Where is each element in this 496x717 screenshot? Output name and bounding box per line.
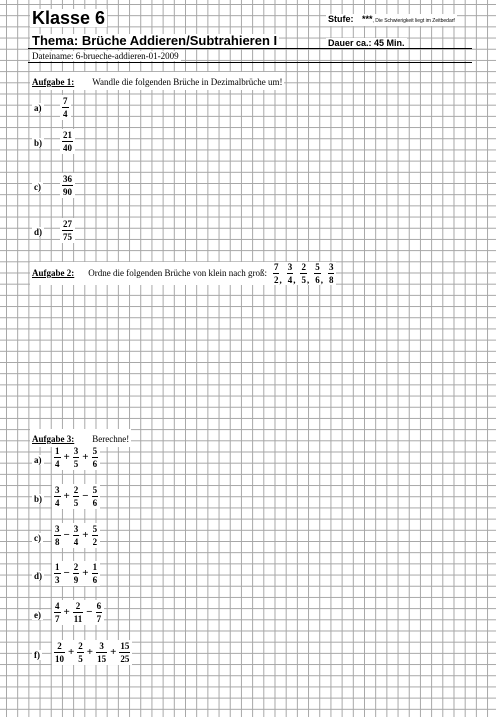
task3-expression [52, 484, 100, 509]
task3-instruction: Berechne! [92, 434, 130, 444]
task2-heading [30, 262, 336, 285]
operator: + [86, 646, 94, 658]
operator: + [63, 451, 70, 463]
fraction: $\frac{2}{5}$ [78, 641, 83, 664]
separator: , [320, 275, 323, 285]
separator: , [279, 275, 282, 285]
difficulty-note: , Die Schwierigkeit liegt im Zeitbedarf [372, 18, 455, 24]
task3-item-letter: a) [34, 455, 42, 465]
fraction: $\frac{7}{4}$ [63, 96, 68, 119]
fraction: $\frac{15}{25}$ [120, 641, 130, 664]
fraction: $\frac{27}{75}$ [63, 219, 72, 242]
fraction: $\frac{3}{15}$ [97, 641, 107, 664]
task1-item-fraction [60, 95, 71, 120]
operator: + [82, 529, 89, 541]
fraction: $\frac{1}{3}$ [55, 562, 60, 585]
task3-expression [52, 523, 100, 548]
task3-label: Aufgabe 3: [32, 434, 75, 444]
difficulty-stars: *** [362, 14, 373, 24]
task1-instruction: Wandle die folgenden Brüche in Dezimalbrüche um! [92, 77, 283, 87]
task1-item-letter: b) [34, 138, 43, 148]
page-title: Klasse 6 [32, 8, 106, 28]
operator: − [63, 567, 70, 579]
task3-expression [52, 640, 132, 665]
difficulty-level [326, 14, 457, 26]
operator: + [110, 646, 117, 658]
fraction: $\frac{7}{2}$ [273, 262, 279, 285]
difficulty-label: Stufe: [328, 14, 354, 24]
fraction: $\frac{3}{8}$ [328, 262, 334, 285]
task3-expression [52, 445, 100, 470]
operator: + [82, 567, 89, 579]
fraction: $\frac{1}{4}$ [55, 446, 60, 469]
task2-label: Aufgabe 2: [32, 268, 75, 278]
fraction: $\frac{3}{8}$ [55, 524, 60, 547]
operator: − [82, 490, 89, 502]
fraction: $\frac{5}{2}$ [92, 524, 98, 547]
task1-label: Aufgabe 1: [32, 77, 75, 87]
fraction: $\frac{1}{6}$ [92, 562, 98, 585]
filename-rule [28, 62, 472, 63]
separator: , [293, 275, 296, 285]
operator: − [63, 529, 70, 541]
operator: − [86, 606, 93, 618]
fraction: $\frac{5}{6}$ [92, 446, 98, 469]
header-rule [28, 48, 472, 49]
fraction: $\frac{3}{4}$ [73, 524, 79, 547]
fraction: $\frac{2}{5}$ [73, 485, 79, 508]
task3-item-letter: e) [34, 610, 41, 620]
task1-item-letter: a) [34, 103, 42, 113]
operator: + [63, 490, 70, 502]
fraction: $\frac{2}{5}$ [301, 262, 306, 285]
task3-expression [52, 561, 100, 586]
task3-item-letter: f) [34, 650, 40, 660]
fraction: $\frac{3}{4}$ [55, 485, 60, 508]
fraction: $\frac{36}{90}$ [63, 174, 72, 197]
task1-item-fraction [60, 173, 75, 198]
fraction: $\frac{2}{11}$ [73, 601, 83, 624]
task1-item-fraction [60, 218, 75, 243]
fraction: $\frac{3}{5}$ [73, 446, 79, 469]
separator: , [306, 275, 310, 285]
fraction: $\frac{4}{7}$ [55, 601, 60, 624]
task3-item-letter: d) [34, 571, 43, 581]
operator: + [63, 606, 70, 618]
fraction: $\frac{21}{40}$ [63, 130, 72, 153]
duration: Dauer ca.: 45 Min. [328, 38, 405, 48]
task1-item-fraction [60, 129, 75, 154]
fraction: $\frac{2}{10}$ [55, 641, 64, 664]
task3-item-letter: b) [34, 494, 43, 504]
task1-item-letter: d) [34, 227, 43, 237]
fraction: $\frac{5}{6}$ [315, 262, 320, 285]
task1-item-letter: c) [34, 182, 41, 192]
task2-instruction: Ordne die folgenden Brüche von klein nach groß: [88, 268, 267, 278]
operator: + [68, 646, 75, 658]
fraction: $\frac{5}{6}$ [92, 485, 98, 508]
fraction: $\frac{3}{4}$ [287, 262, 293, 285]
task3-expression [52, 600, 104, 625]
task1-heading [30, 72, 284, 90]
operator: + [82, 451, 89, 463]
task3-item-letter: c) [34, 533, 41, 543]
topic-heading: Thema: Brüche Addieren/Subtrahieren I [32, 33, 278, 48]
fraction: $\frac{2}{9}$ [73, 562, 79, 585]
fraction: $\frac{6}{7}$ [96, 601, 102, 624]
file-name: Dateiname: 6-brueche-addieren-01-2009 [32, 51, 179, 61]
